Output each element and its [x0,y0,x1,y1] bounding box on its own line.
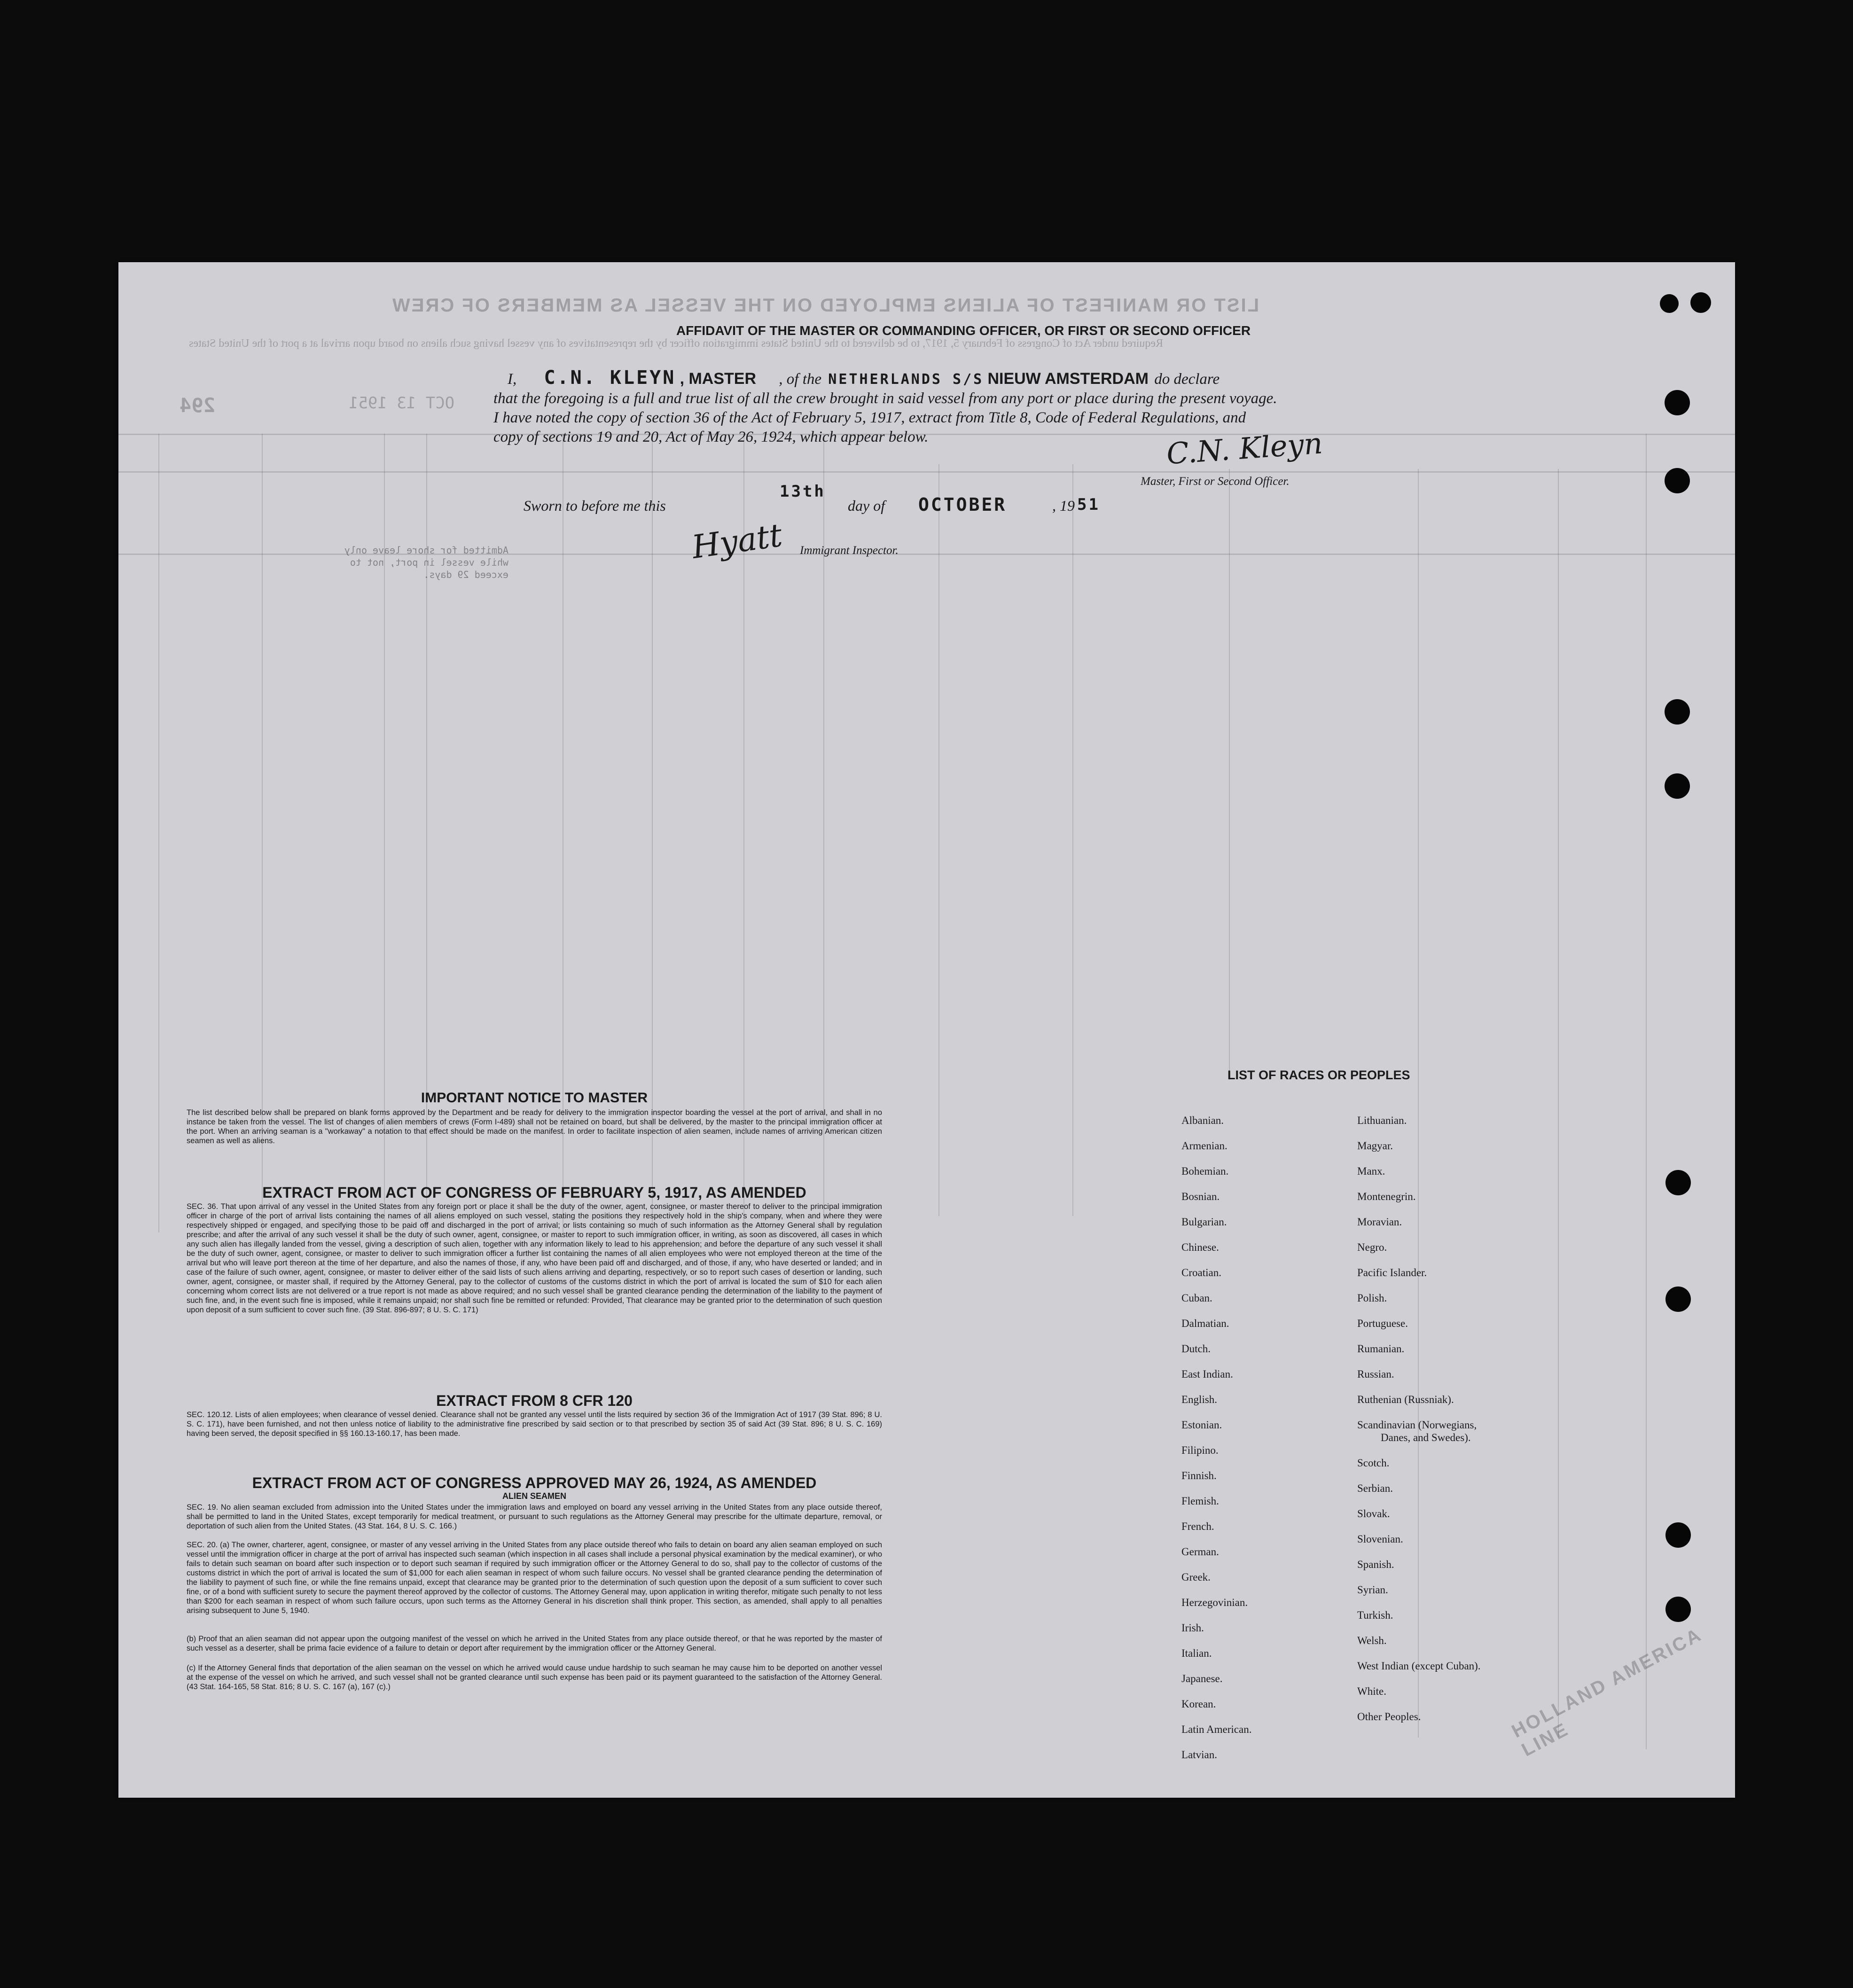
race-item: Bulgarian. [1181,1216,1227,1228]
race-item: Moravian. [1357,1216,1402,1228]
race-item: East Indian. [1181,1368,1233,1380]
master-name: C.N. KLEYN [544,367,676,389]
affidavit-line2: that the foregoing is a full and true list of all the crew brought in said vessel from any port or place during the present voyage. [493,390,1277,407]
race-item: Spanish. [1357,1559,1394,1570]
punch-hole [1660,294,1679,313]
day-label: day of [848,497,885,514]
race-item: Montenegrin. [1357,1191,1416,1202]
race-item: Cuban. [1181,1292,1212,1304]
race-item: English. [1181,1394,1218,1405]
race-item: Finnish. [1181,1470,1217,1481]
punch-hole [1665,699,1690,725]
day-value: 13th [780,482,826,501]
bleed-grid-line [1646,434,1647,1749]
extract-1917-body: SEC. 36. That upon arrival of any vessel in the United States from any foreign port or place it shall be the duty of the owner, agent, consignee, or master thereof to deliver to the principal immigration officer in charge of the port of arrival lists containing the names of all aliens employed on such vessel, stating the positions they respectively hold in the ship's company, when and where they were respectively shipped or engaged, and specifying those to be paid off and discharged in the port of arrival; or lists containing so much of such information as the Attorney General shall by regulation prescribe; and after the arrival of any such vessel it shall be the duty of such owner, agent, consignee, or master to report to such immigration officer, in writing, as soon as discovered, all cases in which any such alien has illegally landed from the vessel, giving a description of such alien, together with any information likely to lead to his apprehension; and before the departure of any such vessel it shall be the duty of such owner, agent, consignee, or master to deliver to such immigration officer a further list containing the names of all alien employees who were not employed thereon at the time of the arrival but who will leave port thereon at the time of her departure, and also the names of those, if any, who have been paid off and discharged, and of those, if any, who have deserted or landed; and in case of the failure of such owner, agent, consignee, or master to deliver either of the said lists of such aliens arriving and departing, respectively, or so to report such cases of desertion or landing, such owner, agent, consignee, or master shall, if required by the Attorney General, pay to the collector of customs of the customs district in which the port of arrival is located the sum of $10 for each alien concerning whom correct lists are not delivered or a true report is not made as above required; and no such vessel shall be granted clearance pending the determination of the liability to the payment of such fine, and, in the event such fine is imposed, while it remains unpaid; nor shall such fine be remitted or refunded: Provided, That clearance may be granted prior to the determination of such question upon deposit of a sum sufficient to cover such fine. (39 Stat. 896-897; 8 U. S. C. 171) [187,1202,882,1314]
race-item: Negro. [1357,1241,1387,1253]
extract-1917-title: EXTRACT FROM ACT OF CONGRESS OF FEBRUARY 5, 1917, AS AMENDED [262,1184,806,1201]
inspector-signature: Hyatt [689,516,785,567]
race-item: Croatian. [1181,1267,1221,1279]
bleed-grid-line [1558,469,1559,1738]
sworn-line [524,482,1100,515]
race-item: Dalmatian. [1181,1318,1229,1329]
punch-hole [1665,1522,1691,1548]
extract-1924-sec20c: (c) If the Attorney General finds that deportation of the alien seaman on the vessel on which he arrived would cause undue hardship to such seaman he may cause him to be deported on another vessel at the expense of the vessel on which he arrived, and such vessel shall not be granted clearance until such expense has been paid or its payment guaranteed to the satisfaction of the Attorney General. (43 Stat. 164-165, 58 Stat. 816; 8 U. S. C. 167 (a), 167 (c).) [187,1664,882,1691]
race-item: Albanian. [1181,1115,1224,1126]
race-item: Italian. [1181,1647,1212,1659]
race-item: Korean. [1181,1698,1216,1710]
race-item: Slovenian. [1357,1533,1403,1545]
race-item: Irish. [1181,1622,1204,1634]
race-item: German. [1181,1546,1219,1558]
manifest-page [118,262,1735,1798]
affidavit-title: AFFIDAVIT OF THE MASTER OR COMMANDING OFFICER, OR FIRST OR SECOND OFFICER [676,323,1251,338]
extract-1924-title: EXTRACT FROM ACT OF CONGRESS APPROVED MAY 26, 1924, AS AMENDED [252,1474,817,1491]
notice-body: The list described below shall be prepared on blank forms approved by the Department and be ready for delivery to the immigration inspector boarding the vessel at the port of arrival, and shall in no instance be taken from the vessel. The list of changes of alien members of crews (Form I-489) shall not be retained on board, but shall be delivered, by the master to the principal immigration officer at the port. When an arriving seaman is a "workaway" a notation to that effect should be made on the manifest. In order to facilitate inspection of alien seamen, include names of arriving American citizen seamen as well as aliens. [187,1108,882,1145]
race-item: Scandinavian (Norwegians, [1357,1419,1477,1431]
race-item: Armenian. [1181,1140,1228,1152]
notice-title: IMPORTANT NOTICE TO MASTER [421,1090,648,1106]
race-item: Chinese. [1181,1241,1219,1253]
race-item: Lithuanian. [1357,1115,1407,1126]
extract-1924-subtitle: ALIEN SEAMEN [502,1491,566,1501]
race-item: Other Peoples. [1357,1711,1421,1723]
race-item: Greek. [1181,1571,1211,1583]
punch-hole [1665,468,1690,493]
affidavit-text [493,368,1518,447]
vessel-flag: NETHERLANDS S/S [828,371,984,388]
bleed-grid-line [938,464,939,1216]
affidavit-line3: I have noted the copy of section 36 of the Act of February 5, 1917, extract from Title 8, Code of Federal Regulations, and [493,409,1246,426]
bleed-grid-line [1229,469,1230,1080]
race-item: Serbian. [1357,1482,1393,1494]
race-item: Danes, and Swedes). [1381,1432,1471,1443]
race-item: Dutch. [1181,1343,1211,1355]
race-item: Portuguese. [1357,1318,1408,1329]
punch-hole [1665,1286,1691,1312]
punch-hole [1665,773,1690,799]
month-value: OCTOBER [918,494,1007,515]
race-item: Herzegovinian. [1181,1597,1248,1608]
race-item: West Indian (except Cuban). [1357,1660,1481,1672]
year-prefix: , 19 [1052,497,1075,514]
race-item: White. [1357,1685,1386,1697]
bleed-remark: Admitted for shore leave only while vessel in port, not to exceed 29 days. [344,545,508,580]
master-title: , MASTER [680,370,757,388]
race-item: Filipino. [1181,1444,1219,1456]
race-item: Pacific Islander. [1357,1267,1427,1279]
i-label: I, [508,371,517,388]
punch-hole [1690,292,1711,313]
vessel-name: NIEUW AMSTERDAM [987,370,1149,388]
punch-hole [1665,390,1690,415]
race-item: Japanese. [1181,1673,1223,1684]
race-item: Rumanian. [1357,1343,1405,1355]
bleed-heading: LIST OR MANIFEST OF ALIENS EMPLOYED ON THE VESSEL AS MEMBERS OF CREW [391,295,1259,316]
race-item: French. [1181,1520,1214,1532]
inspector-label: Immigrant Inspector. [800,544,899,557]
race-item: Polish. [1357,1292,1387,1304]
races-left-column [1181,1108,1251,1768]
punch-hole [1665,1170,1691,1195]
extract-cfr-body: SEC. 120.12. Lists of alien employees; when clearance of vessel denied. Clearance shall not be granted any vessel until the lists required by section 36 of the Immigration Act of 1917 (39 Stat. 896; 8 U. S. C. 171), have been furnished, and not then unless notice of liability to the administrative fine prescribed by said section or to that prescribed by section 35 of said Act (39 Stat. 896; 8 U. S. C. 169) having been served, the deposit specified in §§ 160.13-160.17, has been made. [187,1411,882,1438]
extract-1924-sec20a: SEC. 20. (a) The owner, charterer, agent, consignee, or master of any vessel arriving in the United States from any place outside thereof who fails to detain on board any alien seaman employed on such vessel until the immigration officer in charge at the port of arrival has inspected such seaman (which inspection in all cases shall include a personal physical examination by the medical examiner), or who fails to detain such seaman on board after such inspection or to deport such seaman if required by such immigration officer or the Attorney General to do so, shall pay to the collector of customs of the customs district in which the port of arrival is located the sum of $1,000 for each alien seaman in respect of whom such failure occurs. No vessel shall be granted clearance pending the determination of the liability to payment of such fine, or while the fine remains unpaid, except that clearance may be granted prior to the determination of such question upon the deposit of a sum sufficient to cover such fine, or of a bond with sufficient surety to secure the payment thereof approved by the collector of customs. The Attorney General may, upon application in writing therefor, mitigate such penalty to not less than $200 for each seaman in respect of whom such failure occurs, upon such terms as the Attorney General in his discretion shall think proper. This section, as amended, shall apply to all penalties arising subsequent to June 5, 1940. [187,1541,882,1615]
race-item: Syrian. [1357,1584,1388,1596]
race-item: Latin American. [1181,1723,1252,1735]
races-title: LIST OF RACES OR PEOPLES [1228,1068,1410,1082]
bleed-grid-line [118,471,1735,473]
extract-1924-sec20b: (b) Proof that an alien seaman did not appear upon the outgoing manifest of the vessel on which he arrived in the United States from any place outside thereof, or that he was reported by the master of such vessel as a deserter, shall be prima facie evidence of a failure to detain or deport after requirement by the immigration officer or the Attorney General. [187,1635,882,1653]
do-declare-label: do declare [1154,371,1220,388]
race-item: Magyar. [1357,1140,1393,1152]
signer-role: Master, First or Second Officer. [1141,475,1290,488]
affidavit-line4: copy of sections 19 and 20, Act of May 26, 1924, which appear below. [493,429,929,445]
master-signature: C.N. Kleyn [1165,426,1324,471]
sworn-label: Sworn to before me this [524,497,666,514]
race-item: Manx. [1357,1165,1385,1177]
punch-hole [1665,1597,1691,1622]
race-item: Welsh. [1357,1635,1387,1646]
bleed-date-stamp: OCT 13 1951 [349,394,455,413]
race-item: Latvian. [1181,1749,1217,1761]
bleed-grid-line [1072,464,1073,1216]
race-item: Bosnian. [1181,1191,1220,1202]
bleed-grid-line [158,434,159,1232]
race-item: Estonian. [1181,1419,1222,1431]
race-item: Bohemian. [1181,1165,1229,1177]
bleed-stamp: HOLLAND AMERICA LINE [1508,1624,1705,1761]
extract-cfr-title: EXTRACT FROM 8 CFR 120 [436,1392,633,1409]
race-item: Ruthenian (Russniak). [1357,1394,1454,1405]
races-right-column [1357,1108,1481,1730]
bleed-subheading: Required under Act of Congress of February 5, 1917, to be delivered to the United States immigration officer by the representatives of any vessel having such aliens on board upon arrival at a port of the United States [189,337,1164,350]
race-item: Flemish. [1181,1495,1219,1507]
race-item: Scotch. [1357,1457,1390,1469]
bleed-sheet-number: 294 [180,394,215,417]
of-the-label: , of the [779,371,822,388]
extract-1924-sec19: SEC. 19. No alien seaman excluded from admission into the United States under the immigration laws and employed on board any vessel arriving in the United States from any place outside thereof, shall be permitted to land in the United States, except temporarily for medical treatment, or pursuant to such regulations as the Attorney General may prescribe for the ultimate departure, removal, or deportation of such alien from the United States. (43 Stat. 164, 8 U. S. C. 166.) [187,1503,882,1530]
race-item: Slovak. [1357,1508,1390,1520]
year-value: 51 [1077,495,1100,514]
race-item: Turkish. [1357,1609,1393,1621]
race-item: Russian. [1357,1368,1394,1380]
